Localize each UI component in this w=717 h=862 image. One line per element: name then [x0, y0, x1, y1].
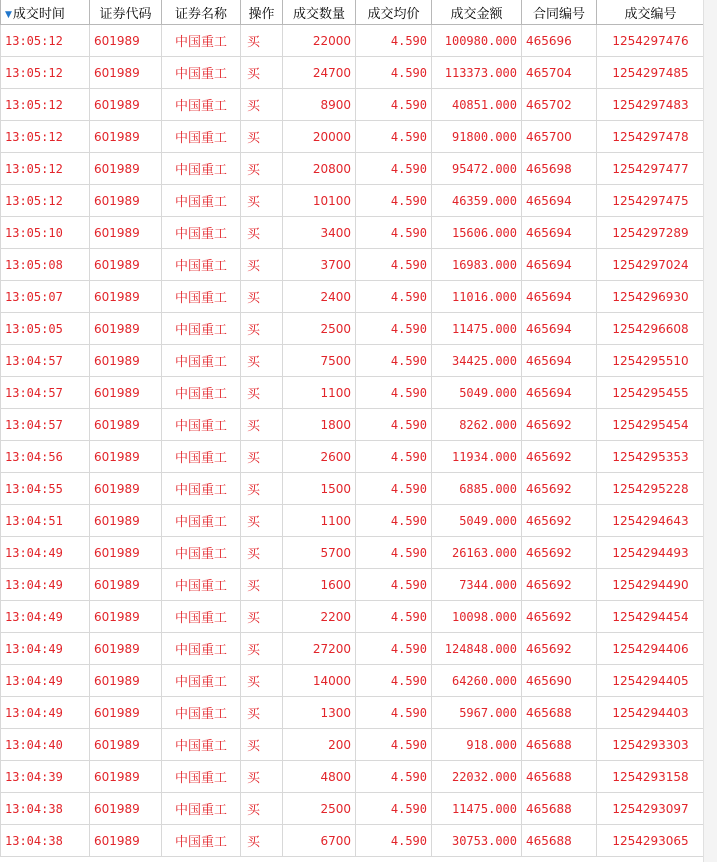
cell-code: 601989	[90, 89, 162, 121]
cell-code: 601989	[90, 121, 162, 153]
cell-price: 4.590	[356, 281, 432, 313]
cell-qty: 2200	[283, 601, 356, 633]
cell-code: 601989	[90, 377, 162, 409]
cell-contract: 465690	[522, 665, 597, 697]
cell-amount: 11475.000	[432, 793, 522, 825]
cell-name: 中国重工	[162, 249, 241, 281]
cell-contract: 465692	[522, 569, 597, 601]
cell-contract: 465704	[522, 57, 597, 89]
cell-price: 4.590	[356, 665, 432, 697]
cell-name: 中国重工	[162, 121, 241, 153]
cell-code: 601989	[90, 793, 162, 825]
cell-deal-no: 1254293097	[597, 793, 705, 825]
cell-op: 买	[241, 249, 283, 281]
column-header-qty[interactable]: 成交数量	[283, 0, 356, 25]
table-row[interactable]	[1, 313, 705, 345]
cell-price: 4.590	[356, 537, 432, 569]
cell-code: 601989	[90, 409, 162, 441]
cell-qty: 10100	[283, 185, 356, 217]
cell-name: 中国重工	[162, 473, 241, 505]
cell-price: 4.590	[356, 377, 432, 409]
cell-name: 中国重工	[162, 185, 241, 217]
cell-name: 中国重工	[162, 345, 241, 377]
cell-op: 买	[241, 185, 283, 217]
cell-contract: 465688	[522, 729, 597, 761]
cell-name: 中国重工	[162, 569, 241, 601]
cell-name: 中国重工	[162, 217, 241, 249]
cell-name: 中国重工	[162, 281, 241, 313]
cell-code: 601989	[90, 57, 162, 89]
cell-contract: 465694	[522, 377, 597, 409]
cell-qty: 20000	[283, 121, 356, 153]
cell-code: 601989	[90, 537, 162, 569]
cell-amount: 26163.000	[432, 537, 522, 569]
cell-contract: 465694	[522, 185, 597, 217]
cell-price: 4.590	[356, 89, 432, 121]
cell-time: 13:04:39	[1, 761, 90, 793]
cell-qty: 22000	[283, 25, 356, 57]
cell-name: 中国重工	[162, 441, 241, 473]
cell-qty: 6700	[283, 825, 356, 857]
cell-time: 13:05:12	[1, 57, 90, 89]
table-row[interactable]	[1, 537, 705, 569]
cell-time: 13:04:51	[1, 505, 90, 537]
cell-amount: 100980.000	[432, 25, 522, 57]
cell-time: 13:05:10	[1, 217, 90, 249]
cell-contract: 465688	[522, 697, 597, 729]
cell-qty: 5700	[283, 537, 356, 569]
cell-qty: 1500	[283, 473, 356, 505]
cell-amount: 46359.000	[432, 185, 522, 217]
cell-qty: 2600	[283, 441, 356, 473]
table-row[interactable]	[1, 249, 705, 281]
cell-deal-no: 1254294490	[597, 569, 705, 601]
table-row[interactable]	[1, 345, 705, 377]
cell-code: 601989	[90, 633, 162, 665]
cell-contract: 465694	[522, 217, 597, 249]
cell-name: 中国重工	[162, 313, 241, 345]
cell-code: 601989	[90, 569, 162, 601]
cell-price: 4.590	[356, 761, 432, 793]
cell-amount: 8262.000	[432, 409, 522, 441]
column-header-time[interactable]	[1, 0, 90, 25]
cell-contract: 465692	[522, 601, 597, 633]
cell-op: 买	[241, 825, 283, 857]
cell-contract: 465688	[522, 761, 597, 793]
cell-time: 13:04:49	[1, 601, 90, 633]
cell-code: 601989	[90, 281, 162, 313]
table-row[interactable]	[1, 281, 705, 313]
table-row[interactable]	[1, 825, 705, 857]
cell-name: 中国重工	[162, 793, 241, 825]
cell-name: 中国重工	[162, 729, 241, 761]
cell-deal-no: 1254297475	[597, 185, 705, 217]
cell-qty: 3700	[283, 249, 356, 281]
cell-name: 中国重工	[162, 377, 241, 409]
cell-name: 中国重工	[162, 25, 241, 57]
cell-qty: 200	[283, 729, 356, 761]
column-header-code[interactable]: 证券代码	[90, 0, 162, 25]
cell-amount: 22032.000	[432, 761, 522, 793]
table-row[interactable]	[1, 377, 705, 409]
cell-amount: 16983.000	[432, 249, 522, 281]
table-header-row	[1, 0, 705, 25]
cell-op: 买	[241, 217, 283, 249]
cell-price: 4.590	[356, 153, 432, 185]
cell-op: 买	[241, 729, 283, 761]
cell-op: 买	[241, 25, 283, 57]
cell-price: 4.590	[356, 185, 432, 217]
cell-code: 601989	[90, 345, 162, 377]
cell-time: 13:05:12	[1, 153, 90, 185]
cell-code: 601989	[90, 25, 162, 57]
cell-price: 4.590	[356, 793, 432, 825]
cell-time: 13:04:40	[1, 729, 90, 761]
cell-op: 买	[241, 313, 283, 345]
cell-op: 买	[241, 89, 283, 121]
cell-deal-no: 1254297477	[597, 153, 705, 185]
cell-code: 601989	[90, 825, 162, 857]
cell-qty: 27200	[283, 633, 356, 665]
cell-deal-no: 1254297024	[597, 249, 705, 281]
vertical-scrollbar[interactable]	[703, 0, 717, 862]
column-header-amount[interactable]: 成交金额	[432, 0, 522, 25]
cell-price: 4.590	[356, 249, 432, 281]
cell-deal-no: 1254294643	[597, 505, 705, 537]
cell-deal-no: 1254295353	[597, 441, 705, 473]
table-row[interactable]	[1, 121, 705, 153]
cell-op: 买	[241, 793, 283, 825]
cell-qty: 8900	[283, 89, 356, 121]
cell-name: 中国重工	[162, 697, 241, 729]
cell-contract: 465692	[522, 537, 597, 569]
cell-price: 4.590	[356, 25, 432, 57]
cell-amount: 40851.000	[432, 89, 522, 121]
cell-time: 13:05:07	[1, 281, 90, 313]
cell-amount: 6885.000	[432, 473, 522, 505]
cell-amount: 10098.000	[432, 601, 522, 633]
cell-amount: 7344.000	[432, 569, 522, 601]
cell-time: 13:04:57	[1, 345, 90, 377]
cell-price: 4.590	[356, 633, 432, 665]
cell-name: 中国重工	[162, 601, 241, 633]
cell-time: 13:05:12	[1, 121, 90, 153]
cell-deal-no: 1254293158	[597, 761, 705, 793]
cell-name: 中国重工	[162, 633, 241, 665]
cell-qty: 1600	[283, 569, 356, 601]
cell-contract: 465692	[522, 505, 597, 537]
cell-contract: 465700	[522, 121, 597, 153]
cell-op: 买	[241, 569, 283, 601]
cell-code: 601989	[90, 505, 162, 537]
cell-amount: 5967.000	[432, 697, 522, 729]
cell-op: 买	[241, 505, 283, 537]
cell-name: 中国重工	[162, 825, 241, 857]
cell-contract: 465696	[522, 25, 597, 57]
cell-time: 13:05:12	[1, 25, 90, 57]
cell-name: 中国重工	[162, 89, 241, 121]
cell-qty: 7500	[283, 345, 356, 377]
cell-price: 4.590	[356, 505, 432, 537]
table-row[interactable]	[1, 25, 705, 57]
cell-contract: 465692	[522, 633, 597, 665]
cell-deal-no: 1254295455	[597, 377, 705, 409]
cell-op: 买	[241, 377, 283, 409]
table-body	[1, 25, 705, 857]
cell-amount: 91800.000	[432, 121, 522, 153]
cell-deal-no: 1254294403	[597, 697, 705, 729]
cell-amount: 113373.000	[432, 57, 522, 89]
cell-amount: 95472.000	[432, 153, 522, 185]
cell-price: 4.590	[356, 697, 432, 729]
cell-op: 买	[241, 633, 283, 665]
cell-amount: 34425.000	[432, 345, 522, 377]
cell-deal-no: 1254297478	[597, 121, 705, 153]
cell-qty: 2500	[283, 793, 356, 825]
cell-op: 买	[241, 441, 283, 473]
cell-time: 13:05:08	[1, 249, 90, 281]
table-row[interactable]	[1, 633, 705, 665]
cell-time: 13:05:05	[1, 313, 90, 345]
table-row[interactable]	[1, 665, 705, 697]
cell-contract: 465698	[522, 153, 597, 185]
cell-deal-no: 1254294405	[597, 665, 705, 697]
cell-op: 买	[241, 153, 283, 185]
cell-contract: 465692	[522, 441, 597, 473]
cell-price: 4.590	[356, 57, 432, 89]
cell-op: 买	[241, 601, 283, 633]
cell-price: 4.590	[356, 313, 432, 345]
cell-contract: 465692	[522, 409, 597, 441]
cell-contract: 465688	[522, 793, 597, 825]
cell-deal-no: 1254295228	[597, 473, 705, 505]
table-row[interactable]	[1, 89, 705, 121]
cell-amount: 15606.000	[432, 217, 522, 249]
table-row[interactable]	[1, 153, 705, 185]
column-header-op[interactable]: 操作	[241, 0, 283, 25]
cell-op: 买	[241, 473, 283, 505]
cell-code: 601989	[90, 249, 162, 281]
cell-amount: 124848.000	[432, 633, 522, 665]
cell-qty: 1100	[283, 505, 356, 537]
cell-contract: 465694	[522, 281, 597, 313]
cell-amount: 5049.000	[432, 505, 522, 537]
column-header-price[interactable]: 成交均价	[356, 0, 432, 25]
column-header-deal-no[interactable]: 成交编号	[597, 0, 705, 25]
cell-code: 601989	[90, 601, 162, 633]
cell-deal-no: 1254296608	[597, 313, 705, 345]
cell-op: 买	[241, 57, 283, 89]
cell-amount: 30753.000	[432, 825, 522, 857]
cell-op: 买	[241, 665, 283, 697]
cell-deal-no: 1254294493	[597, 537, 705, 569]
cell-deal-no: 1254296930	[597, 281, 705, 313]
table-row[interactable]	[1, 761, 705, 793]
cell-qty: 20800	[283, 153, 356, 185]
cell-name: 中国重工	[162, 761, 241, 793]
cell-code: 601989	[90, 313, 162, 345]
sort-desc-icon: ▼	[5, 9, 12, 20]
cell-name: 中国重工	[162, 505, 241, 537]
cell-price: 4.590	[356, 569, 432, 601]
cell-price: 4.590	[356, 345, 432, 377]
cell-amount: 11934.000	[432, 441, 522, 473]
table-row[interactable]	[1, 601, 705, 633]
cell-time: 13:04:55	[1, 473, 90, 505]
table-row[interactable]	[1, 409, 705, 441]
table-row[interactable]	[1, 473, 705, 505]
cell-qty: 3400	[283, 217, 356, 249]
column-header-label: 成交时间	[12, 6, 65, 22]
cell-deal-no: 1254293065	[597, 825, 705, 857]
cell-contract: 465694	[522, 313, 597, 345]
cell-deal-no: 1254297485	[597, 57, 705, 89]
cell-deal-no: 1254297483	[597, 89, 705, 121]
cell-amount: 64260.000	[432, 665, 522, 697]
table-row[interactable]	[1, 793, 705, 825]
cell-contract: 465692	[522, 473, 597, 505]
cell-time: 13:04:57	[1, 377, 90, 409]
table-row[interactable]	[1, 505, 705, 537]
cell-time: 13:04:38	[1, 825, 90, 857]
cell-qty: 1800	[283, 409, 356, 441]
cell-price: 4.590	[356, 121, 432, 153]
cell-time: 13:04:38	[1, 793, 90, 825]
table-row[interactable]	[1, 729, 705, 761]
cell-deal-no: 1254295454	[597, 409, 705, 441]
cell-time: 13:04:49	[1, 665, 90, 697]
cell-price: 4.590	[356, 441, 432, 473]
cell-op: 买	[241, 345, 283, 377]
cell-deal-no: 1254297476	[597, 25, 705, 57]
cell-price: 4.590	[356, 825, 432, 857]
cell-time: 13:04:49	[1, 569, 90, 601]
column-header-name[interactable]: 证券名称	[162, 0, 241, 25]
cell-code: 601989	[90, 729, 162, 761]
cell-amount: 5049.000	[432, 377, 522, 409]
cell-time: 13:04:49	[1, 537, 90, 569]
cell-code: 601989	[90, 441, 162, 473]
table-row[interactable]	[1, 441, 705, 473]
cell-op: 买	[241, 281, 283, 313]
cell-code: 601989	[90, 697, 162, 729]
cell-time: 13:04:49	[1, 633, 90, 665]
cell-qty: 4800	[283, 761, 356, 793]
cell-code: 601989	[90, 473, 162, 505]
cell-contract: 465694	[522, 249, 597, 281]
cell-code: 601989	[90, 761, 162, 793]
cell-op: 买	[241, 761, 283, 793]
cell-time: 13:04:57	[1, 409, 90, 441]
table-row[interactable]	[1, 185, 705, 217]
cell-contract: 465702	[522, 89, 597, 121]
cell-name: 中国重工	[162, 665, 241, 697]
cell-deal-no: 1254294406	[597, 633, 705, 665]
table-row[interactable]	[1, 697, 705, 729]
cell-name: 中国重工	[162, 537, 241, 569]
cell-op: 买	[241, 537, 283, 569]
cell-price: 4.590	[356, 217, 432, 249]
cell-time: 13:04:49	[1, 697, 90, 729]
cell-op: 买	[241, 409, 283, 441]
cell-name: 中国重工	[162, 153, 241, 185]
cell-time: 13:05:12	[1, 89, 90, 121]
cell-price: 4.590	[356, 473, 432, 505]
cell-qty: 14000	[283, 665, 356, 697]
cell-qty: 24700	[283, 57, 356, 89]
cell-deal-no: 1254295510	[597, 345, 705, 377]
cell-deal-no: 1254293303	[597, 729, 705, 761]
cell-op: 买	[241, 697, 283, 729]
table-row[interactable]	[1, 569, 705, 601]
table-row[interactable]	[1, 57, 705, 89]
cell-contract: 465688	[522, 825, 597, 857]
cell-amount: 918.000	[432, 729, 522, 761]
cell-code: 601989	[90, 665, 162, 697]
cell-amount: 11016.000	[432, 281, 522, 313]
cell-op: 买	[241, 121, 283, 153]
cell-code: 601989	[90, 185, 162, 217]
cell-code: 601989	[90, 153, 162, 185]
cell-price: 4.590	[356, 601, 432, 633]
cell-time: 13:04:56	[1, 441, 90, 473]
cell-qty: 2400	[283, 281, 356, 313]
cell-price: 4.590	[356, 729, 432, 761]
column-header-contract[interactable]: 合同编号	[522, 0, 597, 25]
cell-time: 13:05:12	[1, 185, 90, 217]
cell-price: 4.590	[356, 409, 432, 441]
cell-deal-no: 1254297289	[597, 217, 705, 249]
cell-qty: 1100	[283, 377, 356, 409]
table-row[interactable]	[1, 217, 705, 249]
cell-qty: 1300	[283, 697, 356, 729]
cell-name: 中国重工	[162, 409, 241, 441]
cell-deal-no: 1254294454	[597, 601, 705, 633]
cell-amount: 11475.000	[432, 313, 522, 345]
cell-name: 中国重工	[162, 57, 241, 89]
cell-code: 601989	[90, 217, 162, 249]
cell-qty: 2500	[283, 313, 356, 345]
cell-contract: 465694	[522, 345, 597, 377]
